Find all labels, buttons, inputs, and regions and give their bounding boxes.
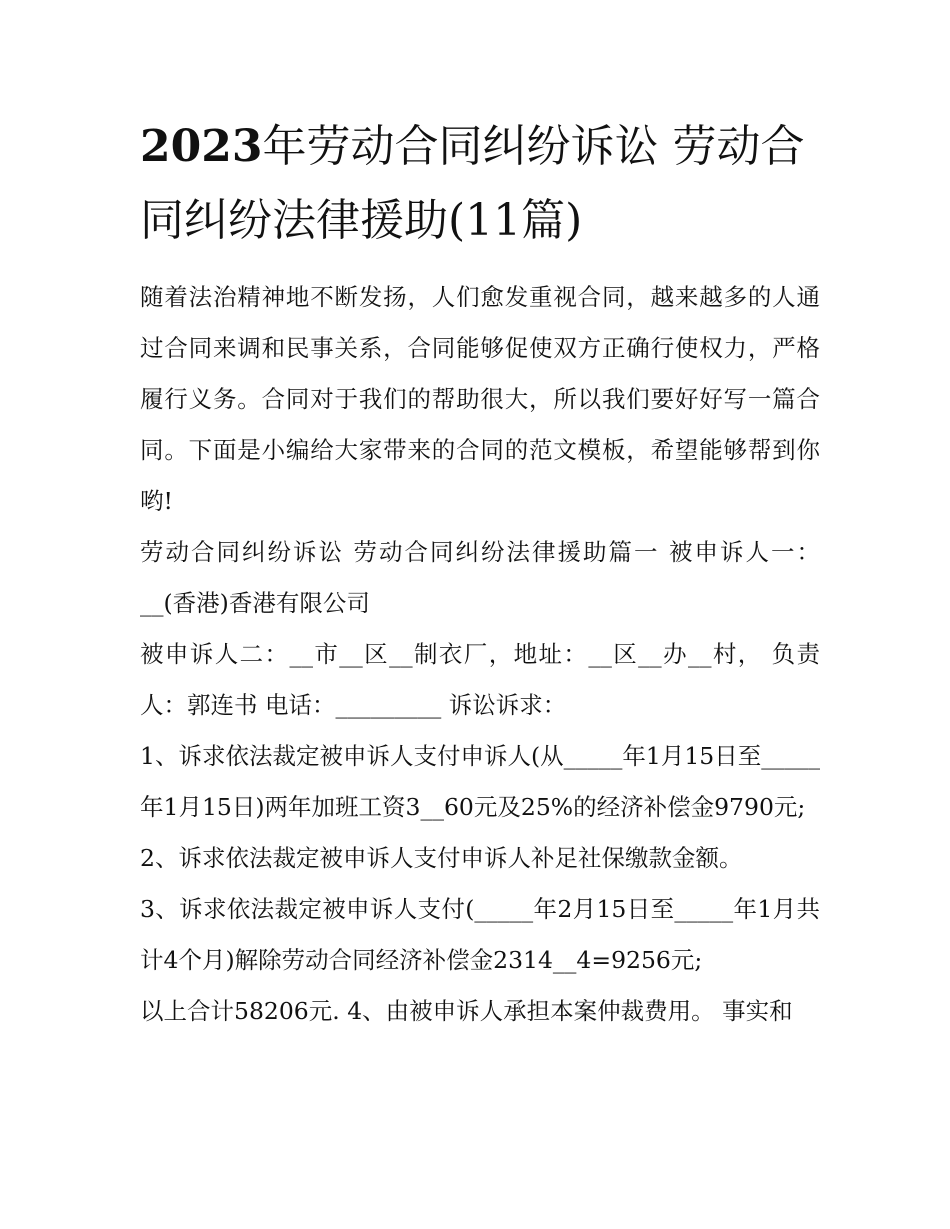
section-heading-paragraph: 劳动合同纠纷诉讼 劳动合同纠纷法律援助篇一 被申诉人一：__(香港)香港有限公司 — [140, 538, 820, 617]
claim-one-paragraph: 1、诉求依法裁定被申诉人支付申诉人(从_____年1月15日至_____年1月15日)两年加班工资3__60元及25%的经济补偿金9790元; — [140, 742, 820, 821]
document-title — [140, 110, 820, 258]
claim-three-paragraph: 3、诉求依法裁定被申诉人支付(_____年2月15日至_____年1月共计4个月)解除劳动合同经济补偿金2314__4=9256元; — [140, 895, 820, 974]
title-year: 2023 — [140, 121, 263, 172]
claim-two-paragraph: 2、诉求依法裁定被申诉人支付申诉人补足社保缴款金额。 — [140, 844, 743, 872]
document-page — [140, 110, 820, 1037]
intro-paragraph: 随着法治精神地不断发扬，人们愈发重视合同，越来越多的人通过合同来调和民事关系，合同能够促使双方正确行使权力，严格履行义务。合同对于我们的帮助很大，所以我们要好好写一篇合同。下面是小编给大家带来的合同的范文模板，希望能够帮到你哟! — [140, 283, 820, 515]
total-paragraph: 以上合计58206元. 4、由被申诉人承担本案仲裁费用。 事实和 — [140, 997, 793, 1025]
respondent-two-paragraph: 被申诉人二：__市__区__制衣厂，地址：__区__办__村， 负责人：郭连书 电话：_________ 诉讼诉求： — [140, 640, 820, 719]
title-text: 年劳动合同纠纷诉讼 劳动合同纠纷法律援助(11篇) — [140, 121, 805, 246]
